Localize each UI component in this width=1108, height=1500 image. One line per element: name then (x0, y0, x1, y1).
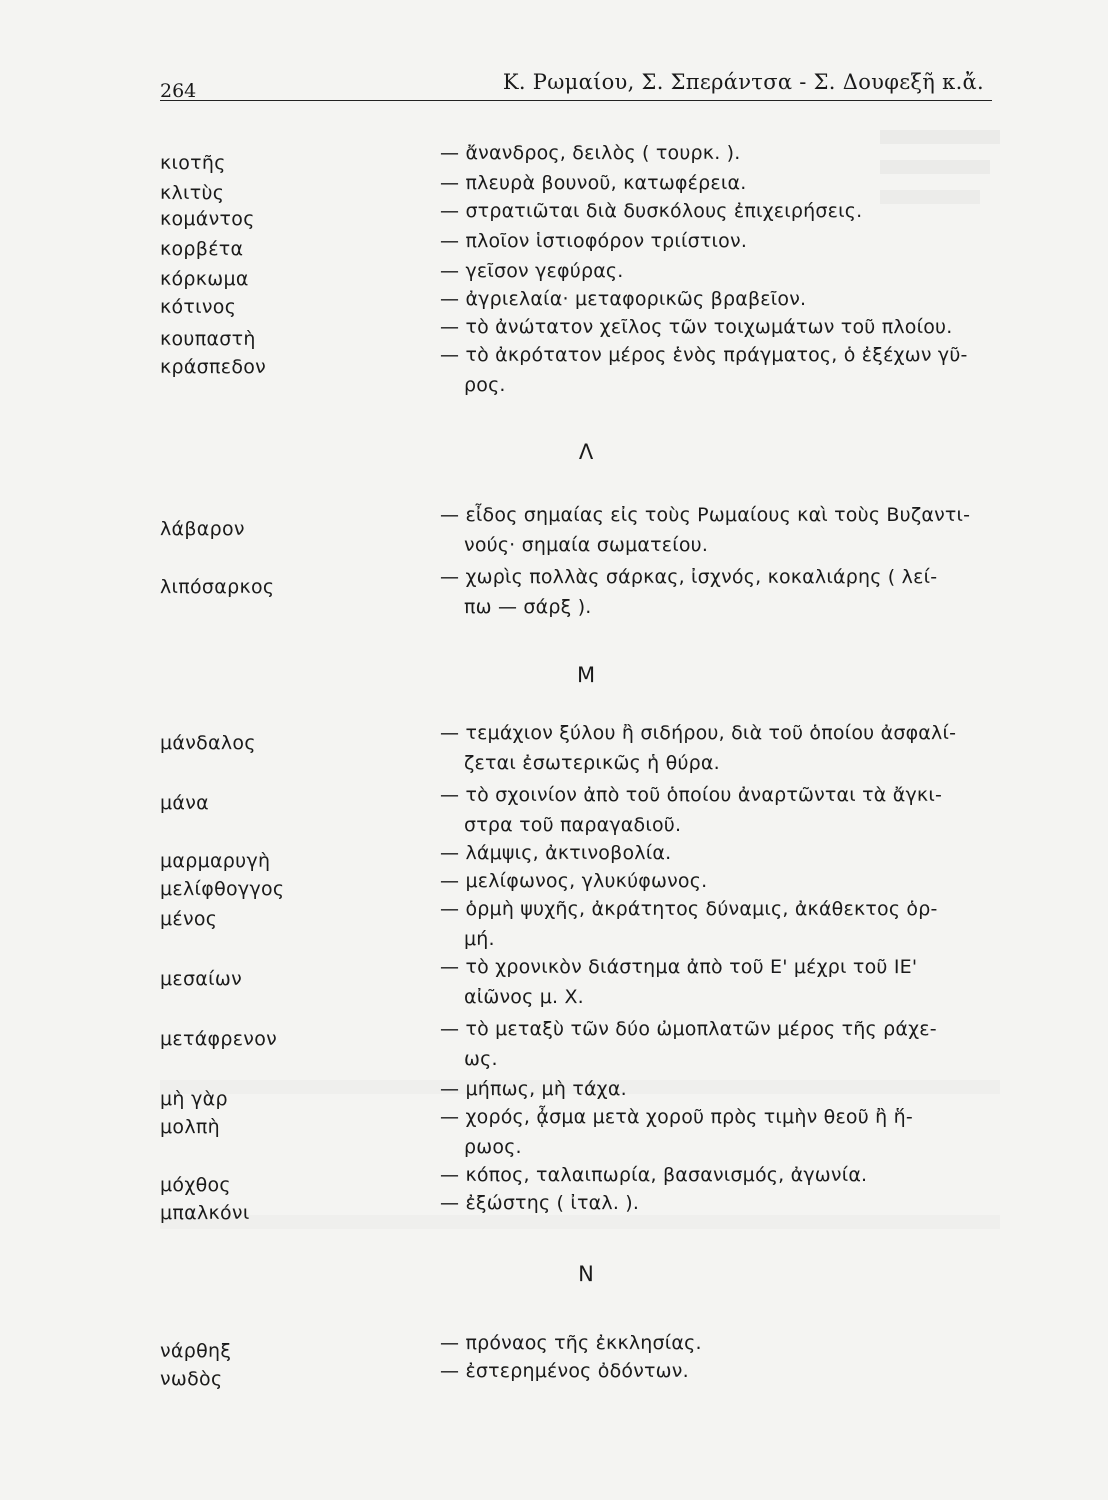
entry-term: μένος (160, 908, 218, 930)
entry-definition: — τεμάχιον ξύλου ἢ σιδήρου, διὰ τοῦ ὁποίου ἀσφαλί- ζεται ἐσωτερικῶς ἡ θύρα. (440, 722, 957, 774)
entry-definition: — χορός, ᾆσμα μετὰ χοροῦ πρὸς τιμὴν θεοῦ ἢ ἥ- ρωος. (440, 1106, 913, 1158)
entry-definition: — γεῖσον γεφύρας. (440, 260, 624, 282)
entry-definition: — πλευρὰ βουνοῦ, κατωφέρεια. (440, 172, 747, 194)
entry-definition: — ὁρμὴ ψυχῆς, ἀκράτητος δύναμις, ἀκάθεκτος ὁρ- μή. (440, 898, 938, 950)
entry-term: λάβαρον (160, 518, 245, 540)
entry-term: κράσπεδον (160, 356, 267, 378)
entry-term: κλιτὺς (160, 182, 225, 204)
entry-term: μὴ γὰρ (160, 1088, 228, 1110)
entry-definition: — χωρὶς πολλὰς σάρκας, ἰσχνός, κοκαλιάρης ( λεί- πω — σάρξ ). (440, 566, 938, 618)
entry-definition: — ἐξώστης ( ἰταλ. ). (440, 1192, 640, 1214)
entry-definition: — τὸ χρονικὸν διάστημα ἀπὸ τοῦ Ε' μέχρι τοῦ ΙΕ' αἰῶνος μ. Χ. (440, 956, 918, 1008)
entry-term: κορβέτα (160, 238, 244, 260)
entry-term: κουπαστὴ (160, 328, 256, 350)
entry-definition: — πλοῖον ἱστιοφόρον τριίστιον. (440, 230, 748, 252)
entry-definition: — στρατιῶται διὰ δυσκόλους ἐπιχειρήσεις. (440, 200, 863, 222)
entry-term: μελίφθογγος (160, 878, 285, 900)
entry-term: κομάντος (160, 208, 255, 230)
page-number: 264 (160, 80, 197, 102)
entry-definition: — ἀγριελαία· μεταφορικῶς βραβεῖον. (440, 288, 807, 310)
entry-term: μάνα (160, 792, 209, 814)
entry-term: μπαλκόνι (160, 1202, 250, 1224)
entry-definition: — τὸ ἀκρότατον μέρος ἑνὸς πράγματος, ὁ ἐξέχων γῦ- ρος. (440, 344, 968, 396)
running-head: Κ. Ρωμαίου, Σ. Σπεράντσα - Σ. Δουφεξῆ κ.ἄ. (502, 70, 984, 94)
entry-definition: — μελίφωνος, γλυκύφωνος. (440, 870, 708, 892)
entry-term: μετάφρενον (160, 1028, 278, 1050)
section-heading-mu: Μ (576, 663, 596, 687)
entry-definition: — πρόναος τῆς ἐκκλησίας. (440, 1332, 702, 1354)
page-header (160, 70, 992, 101)
entry-definition: — μήπως, μὴ τάχα. (440, 1078, 627, 1100)
section-heading-nu: Ν (578, 1262, 594, 1286)
entry-term: κιοτῆς (160, 152, 226, 174)
entry-term: μόχθος (160, 1174, 231, 1196)
section-heading-lambda: Λ (578, 440, 594, 464)
entry-definition: — τὸ μεταξὺ τῶν δύο ὠμοπλατῶν μέρος τῆς ράχε- ως. (440, 1018, 937, 1070)
entry-term: νάρθηξ (160, 1340, 232, 1362)
entry-definition: — εἶδος σημαίας εἰς τοὺς Ρωμαίους καὶ τοὺς Βυζαντι- νούς· σημαία σωματείου. (440, 504, 971, 556)
entry-term: μεσαίων (160, 968, 242, 990)
entry-term: κότινος (160, 296, 237, 318)
entry-term: νωδὸς (160, 1368, 223, 1390)
entry-term: μάνδαλος (160, 732, 256, 754)
entry-term: λιπόσαρκος (160, 576, 275, 598)
entry-definition: — κόπος, ταλαιπωρία, βασανισμός, ἀγωνία. (440, 1164, 868, 1186)
entry-term: κόρκωμα (160, 268, 249, 290)
entry-definition: — τὸ ἀνώτατον χεῖλος τῶν τοιχωμάτων τοῦ πλοίου. (440, 316, 953, 338)
entry-definition: — λάμψις, ἀκτινοβολία. (440, 842, 672, 864)
entry-definition: — ἄνανδρος, δειλὸς ( τουρκ. ). (440, 142, 741, 164)
entry-definition: — ἐστερημένος ὀδόντων. (440, 1360, 689, 1382)
entry-term: μολπὴ (160, 1116, 220, 1138)
entry-definition: — τὸ σχοινίον ἀπὸ τοῦ ὁποίου ἀναρτῶνται τὰ ἄγκι- στρα τοῦ παραγαδιοῦ. (440, 784, 943, 836)
entry-term: μαρμαρυγὴ (160, 850, 271, 872)
